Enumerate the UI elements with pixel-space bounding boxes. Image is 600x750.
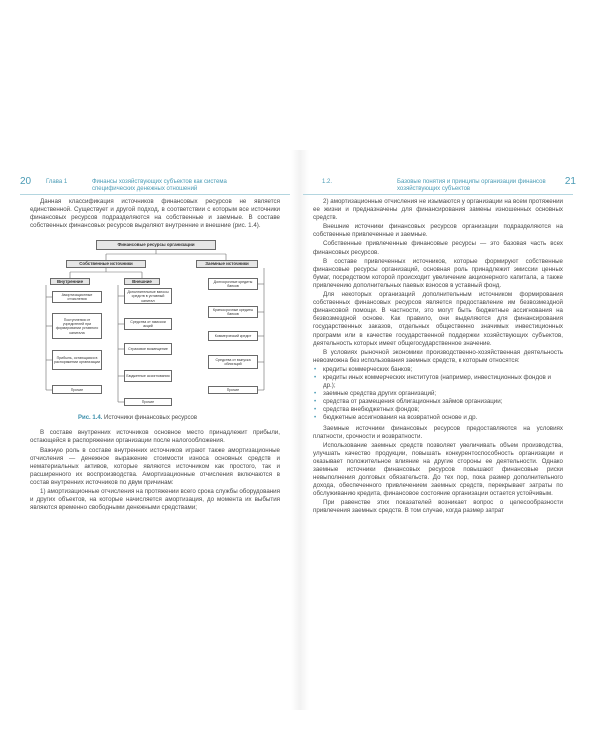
- section-label: 1.2.: [322, 179, 333, 185]
- right-page: [313, 176, 576, 696]
- paragraph: В условиях рыночной экономики производственно-хозяйственная деятельность невозможна без использования заемных средств, к которым относятся:: [313, 348, 563, 364]
- list-item: [313, 406, 563, 414]
- list-item-text: средства внебюджетных фондов;: [323, 406, 420, 414]
- page-number: 21: [564, 176, 576, 187]
- list-item-text: заемные средства других организаций;: [323, 390, 437, 398]
- diagram-external-item: Средства от эмиссии акций: [124, 318, 172, 330]
- diagram-external: Внешние: [124, 278, 160, 285]
- list-item: [313, 414, 563, 422]
- diagram-root: Финансовые ресурсы организации: [96, 240, 216, 250]
- figure-caption: [78, 415, 280, 421]
- list-item-text: кредиты иных коммерческих институтов (например, инвестиционных фондов и др.);: [323, 373, 551, 390]
- header-rule: [20, 194, 290, 195]
- bullet-icon: •: [314, 373, 317, 381]
- paragraph: Для некоторых организаций дополнительным источником формирования собственных финансовых ресурсов является предоставление им безвозмездной финансовой помощи. В частности, это могут быть бюджетные ассигнования на безвозмездной основе. Как правило, они выделяются для финансирования государственных заказов, отдельных общественно значимых инвестиционных программ или в качестве государственной поддержки хозяйствующих субъектов, деятельность которых имеет общегосударственное значение.: [313, 291, 563, 347]
- diagram-own-sources: Собственные источники: [66, 260, 146, 268]
- list-item: [313, 390, 563, 398]
- bullet-icon: •: [314, 406, 317, 414]
- list-item-text: кредиты коммерческих банков;: [323, 365, 413, 373]
- book-gutter: [291, 150, 309, 710]
- paragraph: 1) амортизационные отчисления на протяжении всего срока службы оборудования и других объектов, на которые начисляется амортизация, до момента их выбытия являются временно свободными денежными средствами;: [30, 488, 280, 512]
- list-item-text: бюджетные ассигнования на возвратной основе и др.: [323, 414, 478, 422]
- running-header: [20, 176, 280, 198]
- list-item: [313, 366, 563, 374]
- paragraph: В составе внутренних источников основное место принадлежит прибыли, остающейся в распоряжении организации после налогообложения.: [30, 429, 280, 445]
- diagram-borrowed-item: Прочие: [208, 386, 258, 394]
- running-title: Финансы хозяйствующих субъектов как система специфических денежных отношений: [92, 179, 227, 192]
- diagram-borrowed-item: Средства от выпуска облигаций: [208, 355, 258, 369]
- paragraph: При равенстве этих показателей возникает вопрос о целесообразности привлечения заемных средств. В том случае, когда размер затрат: [313, 499, 563, 515]
- bullet-icon: •: [314, 414, 317, 422]
- diagram-external-item: Прочие: [124, 398, 172, 406]
- paragraph: Данная классификация источников финансовых ресурсов не является единственной. Существует и другой подход, в соответствии с которым все источники финансовых ресурсов подразделяются на собственные и заемные. В составе собственных финансовых ресурсов выделяют внутренние и внешние (рис. 1.4).: [30, 198, 280, 230]
- header-rule: [303, 194, 573, 195]
- paragraph: Заемные источники финансовых ресурсов предоставляются на условиях платности, срочности и возвратности.: [313, 424, 563, 440]
- bullet-icon: •: [314, 365, 317, 373]
- list-item: [313, 374, 563, 390]
- diagram-internal-item: Амортизационные отчисления: [52, 291, 102, 303]
- bullet-list: [313, 366, 563, 423]
- diagram-internal: Внутренние: [50, 278, 90, 285]
- list-item-text: средства от размещения облигационных займов организации;: [323, 398, 503, 406]
- diagram-borrowed-sources: Заемные источники: [196, 260, 258, 268]
- bullet-icon: •: [314, 390, 317, 398]
- diagram-internal-item: Поступления от учредителей при формировании уставного капитала: [52, 313, 102, 339]
- diagram-borrowed-item: Коммерческий кредит: [208, 331, 258, 341]
- diagram-internal-item: Прибыль, остающаяся в распоряжении организации: [52, 350, 102, 370]
- paragraph: 2) амортизационные отчисления не изымаются у организации на всем протяжении ее жизни и предназначены для финансирования замены изношенных основных средств.: [313, 198, 563, 222]
- diagram-external-item: Дополнительные взносы средств в уставный капитал: [124, 288, 172, 304]
- page-number: 20: [20, 176, 32, 187]
- diagram-borrowed-item: Долгосрочные кредиты банков: [208, 278, 258, 290]
- paragraph: Использование заемных средств позволяет увеличивать объем производства, улучшать качество продукции, повышать конкурентоспособность организации и оказывает положительное влияние на другие стороны ее деятельности. Однако заемные источники финансовых ресурсов повышают финансовые риски невыполнения долговых обязательств. До тех пор, пока размер дополнительного дохода, обеспеченного привлечением заемных средств, перекрывает затраты по обслуживанию кредита, финансовое состояние организации остается устойчивым.: [313, 441, 563, 498]
- caption-text: Источники финансовых ресурсов: [104, 415, 198, 422]
- paragraph: Важную роль в составе внутренних источников играют также амортизационные отчисления — денежное выражение стоимости износа основных средств и нематериальных активов, которые являются источником как простого, так и расширенного их воспроизводства. Амортизационные отчисления включаются в состав внутренних источников по двум причинам:: [30, 446, 280, 486]
- diagram-external-item: Бюджетные ассигнования: [124, 370, 172, 382]
- chapter-label: Глава 1: [46, 179, 68, 185]
- diagram-internal-item: Прочие: [52, 385, 102, 394]
- paragraph: Собственные привлеченные финансовые ресурсы — это базовая часть всех финансовых ресурсов.: [313, 240, 563, 256]
- running-title: Базовые понятия и принципы организации финансов хозяйствующих субъектов: [397, 179, 546, 192]
- left-page: [20, 176, 280, 696]
- paragraph: В составе привлеченных источников, которые формируют собственные финансовые ресурсы организаций, основная роль принадлежит эмиссии ценных бумаг, посредством которой происходит увеличение акционерного капитала, а также привлечению дополнительных паевых взносов в уставный фонд.: [313, 257, 563, 289]
- paragraph: Внешние источники финансовых ресурсов организации подразделяются на собственные привлеченные и заемные.: [313, 223, 563, 239]
- figure-diagram: [36, 234, 276, 412]
- caption-number: Рис. 1.4.: [78, 415, 103, 422]
- diagram-external-item: Страховое возмещение: [124, 343, 172, 355]
- running-header: [313, 176, 576, 198]
- list-item: [313, 398, 563, 406]
- bullet-icon: •: [314, 398, 317, 406]
- diagram-borrowed-item: Краткосрочные кредиты банков: [208, 306, 258, 318]
